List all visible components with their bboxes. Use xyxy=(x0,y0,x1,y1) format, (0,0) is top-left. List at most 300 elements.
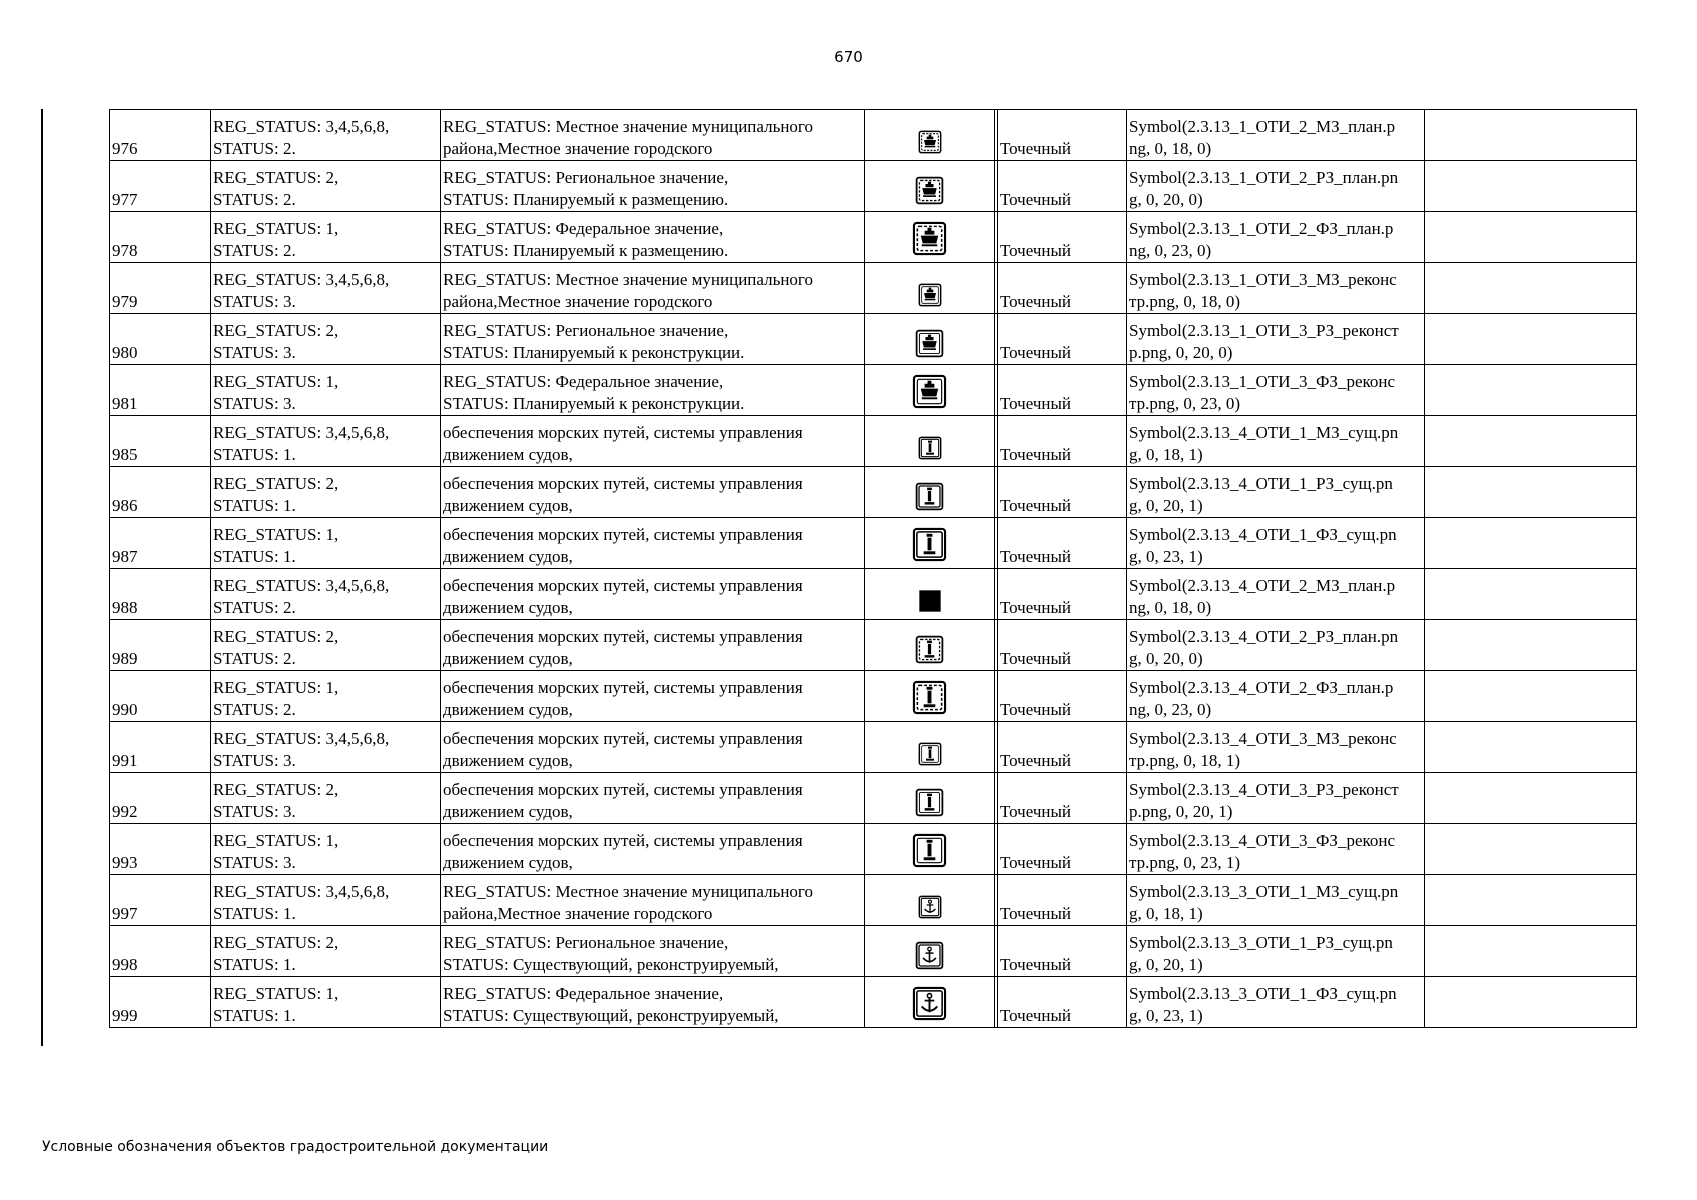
empty-cell xyxy=(1425,671,1637,722)
code-line-1: REG_STATUS: 2, xyxy=(213,321,339,340)
symbol-expression-cell xyxy=(1127,620,1425,671)
symbol-expression-cell xyxy=(1127,467,1425,518)
row-id-cell xyxy=(110,110,211,161)
row-id: 997 xyxy=(112,904,138,923)
code-line-2: STATUS: 3. xyxy=(213,751,296,770)
description-line-2: STATUS: Существующий, реконструируемый, xyxy=(443,1006,779,1025)
expression-line-2: ng, 0, 18, 0) xyxy=(1129,139,1212,158)
ship-icon xyxy=(915,176,944,205)
ship-icon xyxy=(918,283,942,307)
symbol-cell xyxy=(865,110,995,161)
symbol-cell xyxy=(865,263,995,314)
code-line-1: REG_STATUS: 1, xyxy=(213,372,339,391)
code-cell xyxy=(211,773,441,824)
code-line-2: STATUS: 2. xyxy=(213,649,296,668)
description-cell xyxy=(441,773,865,824)
row-id: 998 xyxy=(112,955,138,974)
code-line-2: STATUS: 2. xyxy=(213,241,296,260)
row-id: 999 xyxy=(112,1006,138,1025)
geometry-type-cell xyxy=(998,314,1127,365)
description-line-1: обеспечения морских путей, системы управления xyxy=(443,474,803,493)
row-id-cell xyxy=(110,773,211,824)
code-line-2: STATUS: 3. xyxy=(213,394,296,413)
description-line-2: движением судов, xyxy=(443,853,573,872)
code-cell xyxy=(211,161,441,212)
table-row xyxy=(110,620,1637,671)
symbol-expression-cell xyxy=(1127,824,1425,875)
geometry-type: Точечный xyxy=(1000,547,1072,566)
row-id: 991 xyxy=(112,751,138,770)
lighthouse-icon xyxy=(912,680,947,715)
code-line-1: REG_STATUS: 3,4,5,6,8, xyxy=(213,576,390,595)
geometry-type: Точечный xyxy=(1000,853,1072,872)
row-id-cell xyxy=(110,875,211,926)
expression-line-2: ng, 0, 23, 0) xyxy=(1129,700,1212,719)
lighthouse-icon xyxy=(912,527,947,562)
expression-line-1: Symbol(2.3.13_4_ОТИ_1_РЗ_сущ.pn xyxy=(1129,474,1393,493)
expression-line-1: Symbol(2.3.13_1_ОТИ_3_РЗ_реконст xyxy=(1129,321,1399,340)
code-cell xyxy=(211,926,441,977)
code-line-2: STATUS: 1. xyxy=(213,445,296,464)
row-id-cell xyxy=(110,926,211,977)
symbol-cell xyxy=(865,620,995,671)
description-line-2: STATUS: Планируемый к реконструкции. xyxy=(443,394,745,413)
symbol-cell xyxy=(865,161,995,212)
lighthouse-icon xyxy=(915,482,944,511)
code-cell xyxy=(211,824,441,875)
symbol-cell xyxy=(865,467,995,518)
empty-cell xyxy=(1425,926,1637,977)
code-line-2: STATUS: 3. xyxy=(213,802,296,821)
symbol-cell xyxy=(865,212,995,263)
description-cell xyxy=(441,977,865,1028)
symbol-expression-cell xyxy=(1127,926,1425,977)
empty-cell xyxy=(1425,212,1637,263)
geometry-type: Точечный xyxy=(1000,343,1072,362)
expression-line-2: тр.png, 0, 18, 0) xyxy=(1129,292,1241,311)
description-line-2: района,Местное значение городского xyxy=(443,139,713,158)
description-line-1: обеспечения морских путей, системы управления xyxy=(443,831,803,850)
expression-line-2: g, 0, 20, 0) xyxy=(1129,190,1203,209)
code-line-2: STATUS: 2. xyxy=(213,700,296,719)
row-id-cell xyxy=(110,416,211,467)
description-line-1: обеспечения морских путей, системы управления xyxy=(443,525,803,544)
lighthouse-icon xyxy=(918,436,942,460)
geometry-type-cell xyxy=(998,620,1127,671)
expression-line-2: тр.png, 0, 23, 1) xyxy=(1129,853,1241,872)
description-line-2: STATUS: Существующий, реконструируемый, xyxy=(443,955,779,974)
row-id-cell xyxy=(110,314,211,365)
description-line-1: REG_STATUS: Местное значение муниципального xyxy=(443,882,813,901)
code-line-2: STATUS: 2. xyxy=(213,139,296,158)
ship-icon xyxy=(912,374,947,409)
symbol-expression-cell xyxy=(1127,518,1425,569)
description-line-2: STATUS: Планируемый к размещению. xyxy=(443,190,729,209)
lighthouse-icon xyxy=(915,788,944,817)
row-id-cell xyxy=(110,263,211,314)
geometry-type: Точечный xyxy=(1000,751,1072,770)
empty-cell xyxy=(1425,569,1637,620)
code-cell xyxy=(211,518,441,569)
expression-line-1: Symbol(2.3.13_4_ОТИ_3_РЗ_реконст xyxy=(1129,780,1399,799)
code-cell xyxy=(211,569,441,620)
description-cell xyxy=(441,467,865,518)
symbol-cell xyxy=(865,416,995,467)
table-row xyxy=(110,416,1637,467)
code-line-1: REG_STATUS: 2, xyxy=(213,780,339,799)
symbol-expression-cell xyxy=(1127,875,1425,926)
empty-cell xyxy=(1425,620,1637,671)
description-line-2: STATUS: Планируемый к размещению. xyxy=(443,241,729,260)
description-line-1: обеспечения морских путей, системы управления xyxy=(443,678,803,697)
row-id-cell xyxy=(110,365,211,416)
expression-line-2: g, 0, 20, 0) xyxy=(1129,649,1203,668)
code-line-1: REG_STATUS: 3,4,5,6,8, xyxy=(213,117,390,136)
code-line-2: STATUS: 3. xyxy=(213,343,296,362)
symbol-expression-cell xyxy=(1127,722,1425,773)
geometry-type-cell xyxy=(998,671,1127,722)
empty-cell xyxy=(1425,263,1637,314)
description-cell xyxy=(441,161,865,212)
symbol-expression-cell xyxy=(1127,110,1425,161)
symbol-cell xyxy=(865,977,995,1028)
symbol-cell xyxy=(865,671,995,722)
row-id: 985 xyxy=(112,445,138,464)
expression-line-1: Symbol(2.3.13_4_ОТИ_3_МЗ_реконс xyxy=(1129,729,1397,748)
row-id: 993 xyxy=(112,853,138,872)
expression-line-1: Symbol(2.3.13_1_ОТИ_3_МЗ_реконс xyxy=(1129,270,1397,289)
description-line-2: движением судов, xyxy=(443,649,573,668)
code-line-2: STATUS: 1. xyxy=(213,904,296,923)
table-row xyxy=(110,365,1637,416)
description-line-1: обеспечения морских путей, системы управления xyxy=(443,423,803,442)
description-line-2: района,Местное значение городского xyxy=(443,292,713,311)
description-line-1: обеспечения морских путей, системы управления xyxy=(443,576,803,595)
geometry-type-cell xyxy=(998,365,1127,416)
description-line-2: движением судов, xyxy=(443,547,573,566)
symbol-expression-cell xyxy=(1127,977,1425,1028)
empty-cell xyxy=(1425,977,1637,1028)
geometry-type: Точечный xyxy=(1000,649,1072,668)
code-line-2: STATUS: 3. xyxy=(213,853,296,872)
symbol-expression-cell xyxy=(1127,773,1425,824)
lighthouse-icon xyxy=(918,742,942,766)
anchor-icon xyxy=(918,895,942,919)
geometry-type: Точечный xyxy=(1000,904,1072,923)
empty-cell xyxy=(1425,518,1637,569)
description-line-1: REG_STATUS: Местное значение муниципального xyxy=(443,117,813,136)
table-row xyxy=(110,263,1637,314)
description-cell xyxy=(441,722,865,773)
code-line-1: REG_STATUS: 3,4,5,6,8, xyxy=(213,729,390,748)
symbol-expression-cell xyxy=(1127,161,1425,212)
description-cell xyxy=(441,212,865,263)
row-id: 976 xyxy=(112,139,138,158)
table-row xyxy=(110,824,1637,875)
ship-icon xyxy=(915,329,944,358)
empty-cell xyxy=(1425,110,1637,161)
symbols-table xyxy=(109,109,1637,1028)
description-line-1: REG_STATUS: Местное значение муниципального xyxy=(443,270,813,289)
description-cell xyxy=(441,926,865,977)
code-cell xyxy=(211,365,441,416)
row-id-cell xyxy=(110,620,211,671)
expression-line-1: Symbol(2.3.13_1_ОТИ_2_РЗ_план.pn xyxy=(1129,168,1399,187)
expression-line-2: g, 0, 20, 1) xyxy=(1129,955,1203,974)
description-cell xyxy=(441,518,865,569)
code-line-1: REG_STATUS: 2, xyxy=(213,627,339,646)
code-line-2: STATUS: 1. xyxy=(213,547,296,566)
code-cell xyxy=(211,977,441,1028)
row-id-cell xyxy=(110,671,211,722)
expression-line-2: тр.png, 0, 18, 1) xyxy=(1129,751,1241,770)
symbol-expression-cell xyxy=(1127,212,1425,263)
expression-line-1: Symbol(2.3.13_4_ОТИ_2_ФЗ_план.p xyxy=(1129,678,1394,697)
row-id-cell xyxy=(110,824,211,875)
description-line-1: REG_STATUS: Федеральное значение, xyxy=(443,984,724,1003)
description-line-1: обеспечения морских путей, системы управления xyxy=(443,780,803,799)
filled-square-icon xyxy=(918,589,942,613)
geometry-type-cell xyxy=(998,569,1127,620)
symbol-expression-cell xyxy=(1127,569,1425,620)
expression-line-2: g, 0, 18, 1) xyxy=(1129,445,1203,464)
code-cell xyxy=(211,722,441,773)
table-row xyxy=(110,875,1637,926)
description-cell xyxy=(441,416,865,467)
empty-cell xyxy=(1425,875,1637,926)
geometry-type: Точечный xyxy=(1000,802,1072,821)
code-cell xyxy=(211,875,441,926)
description-line-2: STATUS: Планируемый к реконструкции. xyxy=(443,343,745,362)
description-line-1: REG_STATUS: Региональное значение, xyxy=(443,168,729,187)
code-line-2: STATUS: 1. xyxy=(213,955,296,974)
table-row xyxy=(110,926,1637,977)
row-id-cell xyxy=(110,161,211,212)
expression-line-2: р.png, 0, 20, 0) xyxy=(1129,343,1233,362)
code-line-1: REG_STATUS: 2, xyxy=(213,474,339,493)
code-cell xyxy=(211,467,441,518)
table-row xyxy=(110,110,1637,161)
code-line-2: STATUS: 2. xyxy=(213,190,296,209)
description-line-2: движением судов, xyxy=(443,445,573,464)
empty-cell xyxy=(1425,314,1637,365)
geometry-type: Точечный xyxy=(1000,445,1072,464)
description-line-2: движением судов, xyxy=(443,751,573,770)
table-row xyxy=(110,314,1637,365)
code-line-1: REG_STATUS: 1, xyxy=(213,219,339,238)
table-row xyxy=(110,518,1637,569)
code-line-1: REG_STATUS: 3,4,5,6,8, xyxy=(213,423,390,442)
symbol-cell xyxy=(865,824,995,875)
table-row xyxy=(110,671,1637,722)
empty-cell xyxy=(1425,467,1637,518)
row-id: 981 xyxy=(112,394,138,413)
geometry-type-cell xyxy=(998,875,1127,926)
symbol-expression-cell xyxy=(1127,416,1425,467)
row-id: 987 xyxy=(112,547,138,566)
table-row xyxy=(110,467,1637,518)
description-cell xyxy=(441,875,865,926)
description-line-2: движением судов, xyxy=(443,496,573,515)
geometry-type-cell xyxy=(998,161,1127,212)
description-line-1: REG_STATUS: Федеральное значение, xyxy=(443,372,724,391)
row-id-cell xyxy=(110,569,211,620)
geometry-type: Точечный xyxy=(1000,190,1072,209)
row-id: 990 xyxy=(112,700,138,719)
code-cell xyxy=(211,620,441,671)
symbol-expression-cell xyxy=(1127,365,1425,416)
description-cell xyxy=(441,365,865,416)
row-id-cell xyxy=(110,518,211,569)
description-line-2: района,Местное значение городского xyxy=(443,904,713,923)
symbol-cell xyxy=(865,518,995,569)
code-line-1: REG_STATUS: 1, xyxy=(213,984,339,1003)
expression-line-1: Symbol(2.3.13_3_ОТИ_1_ФЗ_сущ.pn xyxy=(1129,984,1397,1003)
expression-line-2: ng, 0, 18, 0) xyxy=(1129,598,1212,617)
description-cell xyxy=(441,263,865,314)
row-id: 979 xyxy=(112,292,138,311)
expression-line-2: р.png, 0, 20, 1) xyxy=(1129,802,1233,821)
row-id-cell xyxy=(110,467,211,518)
expression-line-1: Symbol(2.3.13_1_ОТИ_2_ФЗ_план.p xyxy=(1129,219,1394,238)
geometry-type-cell xyxy=(998,518,1127,569)
expression-line-1: Symbol(2.3.13_4_ОТИ_1_МЗ_сущ.pn xyxy=(1129,423,1399,442)
symbol-expression-cell xyxy=(1127,314,1425,365)
symbol-expression-cell xyxy=(1127,263,1425,314)
left-margin-rule xyxy=(41,109,43,1046)
empty-cell xyxy=(1425,416,1637,467)
row-id: 988 xyxy=(112,598,138,617)
description-line-2: движением судов, xyxy=(443,700,573,719)
symbol-cell xyxy=(865,926,995,977)
table-row xyxy=(110,569,1637,620)
expression-line-2: ng, 0, 23, 0) xyxy=(1129,241,1212,260)
geometry-type-cell xyxy=(998,977,1127,1028)
expression-line-1: Symbol(2.3.13_4_ОТИ_2_МЗ_план.p xyxy=(1129,576,1396,595)
geometry-type: Точечный xyxy=(1000,292,1072,311)
code-line-1: REG_STATUS: 1, xyxy=(213,678,339,697)
description-line-1: REG_STATUS: Региональное значение, xyxy=(443,933,729,952)
expression-line-1: Symbol(2.3.13_3_ОТИ_1_МЗ_сущ.pn xyxy=(1129,882,1399,901)
code-cell xyxy=(211,416,441,467)
table-row xyxy=(110,161,1637,212)
expression-line-1: Symbol(2.3.13_4_ОТИ_2_РЗ_план.pn xyxy=(1129,627,1399,646)
code-cell xyxy=(211,314,441,365)
code-line-1: REG_STATUS: 2, xyxy=(213,168,339,187)
empty-cell xyxy=(1425,161,1637,212)
empty-cell xyxy=(1425,722,1637,773)
geometry-type-cell xyxy=(998,824,1127,875)
geometry-type: Точечный xyxy=(1000,496,1072,515)
expression-line-1: Symbol(2.3.13_1_ОТИ_3_ФЗ_реконс xyxy=(1129,372,1396,391)
symbol-cell xyxy=(865,365,995,416)
row-id: 992 xyxy=(112,802,138,821)
description-cell xyxy=(441,671,865,722)
table-row xyxy=(110,977,1637,1028)
page-footer: Условные обозначения объектов градостроительной документации xyxy=(42,1139,549,1155)
page-number: 670 xyxy=(834,48,863,66)
geometry-type-cell xyxy=(998,722,1127,773)
symbol-cell xyxy=(865,875,995,926)
symbols-table-body xyxy=(110,110,1637,1028)
row-id: 977 xyxy=(112,190,138,209)
code-line-1: REG_STATUS: 3,4,5,6,8, xyxy=(213,270,390,289)
code-line-1: REG_STATUS: 1, xyxy=(213,831,339,850)
code-cell xyxy=(211,671,441,722)
code-line-1: REG_STATUS: 1, xyxy=(213,525,339,544)
symbol-cell xyxy=(865,569,995,620)
table-row xyxy=(110,722,1637,773)
empty-cell xyxy=(1425,773,1637,824)
row-id: 989 xyxy=(112,649,138,668)
anchor-icon xyxy=(912,986,947,1021)
empty-cell xyxy=(1425,824,1637,875)
expression-line-1: Symbol(2.3.13_1_ОТИ_2_МЗ_план.p xyxy=(1129,117,1396,136)
code-cell xyxy=(211,110,441,161)
code-line-2: STATUS: 1. xyxy=(213,496,296,515)
empty-cell xyxy=(1425,365,1637,416)
table-row xyxy=(110,773,1637,824)
geometry-type-cell xyxy=(998,263,1127,314)
code-cell xyxy=(211,263,441,314)
expression-line-2: g, 0, 18, 1) xyxy=(1129,904,1203,923)
geometry-type-cell xyxy=(998,467,1127,518)
expression-line-2: g, 0, 23, 1) xyxy=(1129,547,1203,566)
ship-icon xyxy=(918,130,942,154)
description-cell xyxy=(441,110,865,161)
description-line-2: движением судов, xyxy=(443,598,573,617)
geometry-type: Точечный xyxy=(1000,955,1072,974)
code-line-1: REG_STATUS: 2, xyxy=(213,933,339,952)
ship-icon xyxy=(912,221,947,256)
anchor-icon xyxy=(915,941,944,970)
row-id-cell xyxy=(110,722,211,773)
description-cell xyxy=(441,314,865,365)
geometry-type: Точечный xyxy=(1000,1006,1072,1025)
row-id: 978 xyxy=(112,241,138,260)
symbol-expression-cell xyxy=(1127,671,1425,722)
description-line-2: движением судов, xyxy=(443,802,573,821)
geometry-type: Точечный xyxy=(1000,598,1072,617)
expression-line-2: g, 0, 23, 1) xyxy=(1129,1006,1203,1025)
expression-line-2: g, 0, 20, 1) xyxy=(1129,496,1203,515)
lighthouse-icon xyxy=(915,635,944,664)
symbol-cell xyxy=(865,722,995,773)
expression-line-1: Symbol(2.3.13_3_ОТИ_1_РЗ_сущ.pn xyxy=(1129,933,1393,952)
table-row xyxy=(110,212,1637,263)
symbol-cell xyxy=(865,314,995,365)
geometry-type-cell xyxy=(998,773,1127,824)
row-id: 986 xyxy=(112,496,138,515)
row-id-cell xyxy=(110,977,211,1028)
description-cell xyxy=(441,569,865,620)
description-line-1: REG_STATUS: Региональное значение, xyxy=(443,321,729,340)
geometry-type: Точечный xyxy=(1000,241,1072,260)
code-cell xyxy=(211,212,441,263)
symbol-cell xyxy=(865,773,995,824)
code-line-2: STATUS: 3. xyxy=(213,292,296,311)
description-line-1: обеспечения морских путей, системы управления xyxy=(443,729,803,748)
row-id-cell xyxy=(110,212,211,263)
geometry-type-cell xyxy=(998,926,1127,977)
geometry-type-cell xyxy=(998,416,1127,467)
geometry-type: Точечный xyxy=(1000,139,1072,158)
row-id: 980 xyxy=(112,343,138,362)
geometry-type: Точечный xyxy=(1000,394,1072,413)
geometry-type-cell xyxy=(998,110,1127,161)
code-line-2: STATUS: 2. xyxy=(213,598,296,617)
description-line-1: REG_STATUS: Федеральное значение, xyxy=(443,219,724,238)
